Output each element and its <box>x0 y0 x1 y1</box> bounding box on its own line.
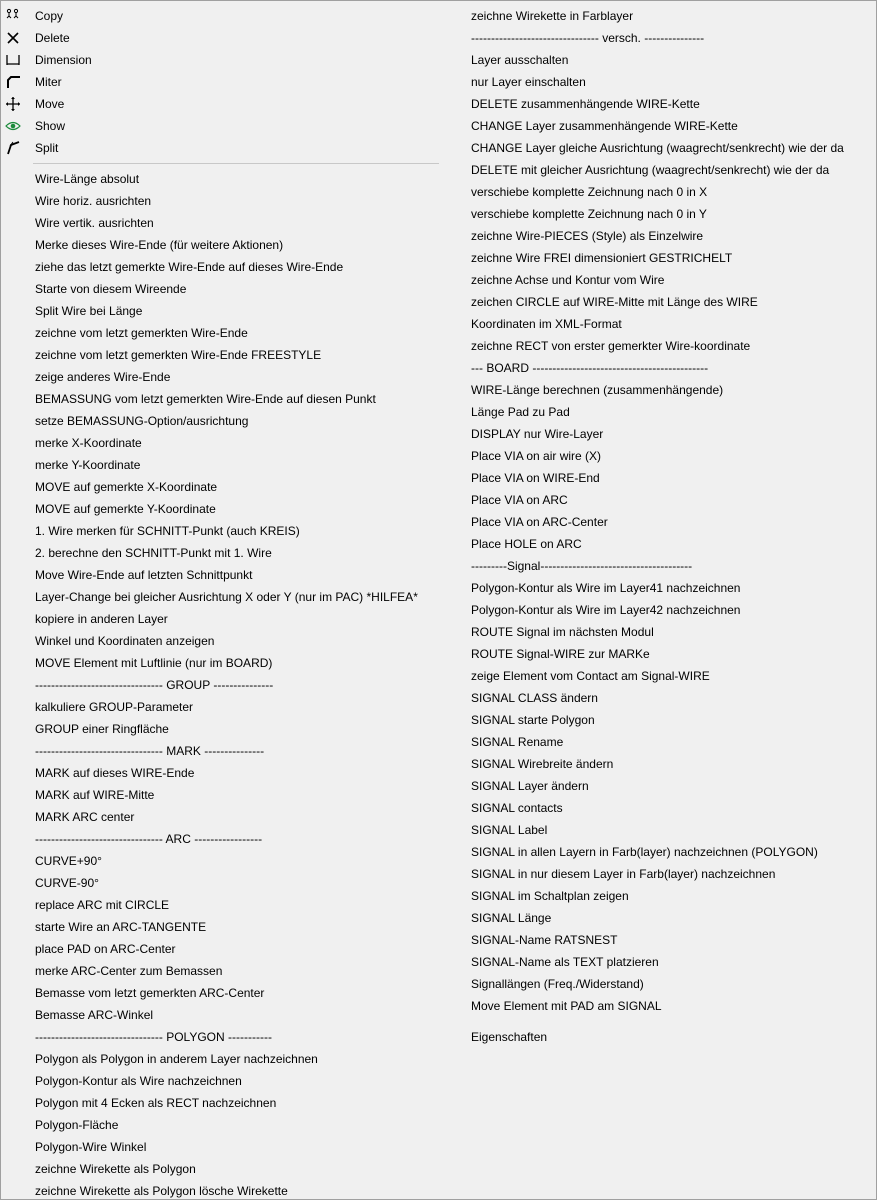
menu-item-label: MOVE Element mit Luftlinie (nur im BOARD) <box>35 656 273 670</box>
menu-item[interactable] <box>441 907 876 929</box>
menu-item[interactable] <box>1 696 441 718</box>
menu-item-label: zeichne vom letzt gemerkten Wire-Ende FREESTYLE <box>35 348 322 362</box>
menu-item-label: -------------------------------- MARK --------------- <box>35 744 265 758</box>
menu-item[interactable] <box>441 291 876 313</box>
menu-item-label: GROUP einer Ringfläche <box>35 722 169 736</box>
menu-item-label: place PAD on ARC-Center <box>35 942 176 956</box>
menu-item-copy[interactable] <box>1 5 441 27</box>
menu-item[interactable] <box>1 586 441 608</box>
menu-item-label: Polygon-Fläche <box>35 1118 119 1132</box>
menu-item[interactable] <box>1 1004 441 1026</box>
menu-item-label: replace ARC mit CIRCLE <box>35 898 170 912</box>
menu-item-label: Copy <box>35 9 64 23</box>
menu-item-label: merke ARC-Center zum Bemassen <box>35 964 223 978</box>
menu-item-label: Place VIA on WIRE-End <box>471 471 600 485</box>
menu-gap <box>441 1017 876 1026</box>
menu-item-label: merke Y-Koordinate <box>35 458 141 472</box>
menu-section-header <box>1 674 441 696</box>
menu-item-label: Dimension <box>35 53 92 67</box>
menu-item[interactable] <box>1 806 441 828</box>
menu-item-label: ---------Signal-------------------------------------- <box>471 559 693 573</box>
menu-item[interactable] <box>441 775 876 797</box>
menu-item-label: Miter <box>35 75 62 89</box>
menu-item[interactable] <box>1 520 441 542</box>
menu-item[interactable] <box>441 445 876 467</box>
menu-item-label: zeichne Wirekette als Polygon lösche Wirekette <box>35 1184 288 1198</box>
menu-item[interactable] <box>1 476 441 498</box>
menu-item-label: 2. berechne den SCHNITT-Punkt mit 1. Wire <box>35 546 272 560</box>
menu-item-label: Place VIA on ARC-Center <box>471 515 608 529</box>
menu-item-label: -------------------------------- versch. --------------- <box>471 31 705 45</box>
move-icon <box>5 96 21 112</box>
menu-item[interactable] <box>441 181 876 203</box>
menu-item-label: Place VIA on air wire (X) <box>471 449 602 463</box>
menu-item[interactable] <box>1 1048 441 1070</box>
menu-item-label: SIGNAL in allen Layern in Farb(layer) nachzeichnen (POLYGON) <box>471 845 818 859</box>
menu-item-label: Polygon mit 4 Ecken als RECT nachzeichnen <box>35 1096 277 1110</box>
menu-item[interactable] <box>441 533 876 555</box>
menu-item-label: starte Wire an ARC-TANGENTE <box>35 920 207 934</box>
menu-item[interactable] <box>441 247 876 269</box>
menu-item[interactable] <box>441 819 876 841</box>
menu-item-label: zeichne Achse und Kontur vom Wire <box>471 273 665 287</box>
menu-item[interactable] <box>441 643 876 665</box>
menu-item-label: Wire horiz. ausrichten <box>35 194 152 208</box>
menu-item[interactable] <box>441 401 876 423</box>
menu-item[interactable] <box>1 1070 441 1092</box>
menu-item[interactable] <box>1 608 441 630</box>
menu-item[interactable] <box>441 863 876 885</box>
menu-section-header <box>441 357 876 379</box>
menu-item-label: zeichne vom letzt gemerkten Wire-Ende <box>35 326 248 340</box>
menu-item[interactable] <box>1 344 441 366</box>
menu-item-label: Move Wire-Ende auf letzten Schnittpunkt <box>35 568 253 582</box>
menu-item-label: zeichne Wire FREI dimensioniert GESTRICHELT <box>471 251 733 265</box>
menu-item[interactable] <box>1 212 441 234</box>
menu-item[interactable] <box>441 665 876 687</box>
menu-item-label: Split Wire bei Länge <box>35 304 143 318</box>
delete-icon <box>5 30 21 46</box>
menu-item[interactable] <box>1 1092 441 1114</box>
menu-item[interactable] <box>1 982 441 1004</box>
menu-item[interactable] <box>441 929 876 951</box>
menu-item-label: MOVE auf gemerkte X-Koordinate <box>35 480 218 494</box>
menu-item-label: Place HOLE on ARC <box>471 537 582 551</box>
menu-item-label: Starte von diesem Wireende <box>35 282 187 296</box>
menu-item-label: Layer-Change bei gleicher Ausrichtung X oder Y (nur im PAC) *HILFEA* <box>35 590 418 604</box>
menu-item-label: Winkel und Koordinaten anzeigen <box>35 634 215 648</box>
menu-item[interactable] <box>441 49 876 71</box>
menu-item-label: merke X-Koordinate <box>35 436 142 450</box>
menu-item-label: SIGNAL Label <box>471 823 548 837</box>
menu-item[interactable] <box>1 278 441 300</box>
menu-item-label: Polygon als Polygon in anderem Layer nachzeichnen <box>35 1052 318 1066</box>
menu-item-label: Bemasse vom letzt gemerkten ARC-Center <box>35 986 265 1000</box>
menu-item-label: CHANGE Layer zusammenhängende WIRE-Kette <box>471 119 738 133</box>
menu-separator <box>1 159 441 168</box>
menu-item-label: SIGNAL Rename <box>471 735 564 749</box>
menu-item[interactable] <box>441 797 876 819</box>
menu-item[interactable] <box>441 115 876 137</box>
menu-item-label: SIGNAL-Name als TEXT platzieren <box>471 955 659 969</box>
menu-item-miter[interactable] <box>1 71 441 93</box>
menu-item[interactable] <box>441 203 876 225</box>
menu-item[interactable] <box>1 960 441 982</box>
menu-item-label: Delete <box>35 31 70 45</box>
menu-item-label: Polygon-Wire Winkel <box>35 1140 147 1154</box>
menu-item-label: Merke dieses Wire-Ende (für weitere Aktionen) <box>35 238 284 252</box>
menu-item-label: Move <box>35 97 65 111</box>
menu-item-label: Bemasse ARC-Winkel <box>35 1008 154 1022</box>
menu-item-label: Koordinaten im XML-Format <box>471 317 622 331</box>
menu-item[interactable] <box>441 709 876 731</box>
menu-item[interactable] <box>441 995 876 1017</box>
menu-item-label: verschiebe komplette Zeichnung nach 0 in X <box>471 185 708 199</box>
menu-item-label: Eigenschaften <box>471 1030 548 1044</box>
menu-item[interactable] <box>441 379 876 401</box>
menu-item-label: zeichne Wirekette als Polygon <box>35 1162 196 1176</box>
menu-item-delete[interactable] <box>1 27 441 49</box>
menu-item[interactable] <box>441 93 876 115</box>
menu-item-label: Signallängen (Freq./Widerstand) <box>471 977 644 991</box>
menu-section-header <box>1 740 441 762</box>
menu-item[interactable] <box>441 599 876 621</box>
menu-item-split[interactable] <box>1 137 441 159</box>
menu-item[interactable] <box>441 841 876 863</box>
menu-item-label: 1. Wire merken für SCHNITT-Punkt (auch KREIS) <box>35 524 300 538</box>
menu-item-label: --- BOARD -------------------------------------------- <box>471 361 709 375</box>
menu-item-label: zeichne RECT von erster gemerkter Wire-koordinate <box>471 339 751 353</box>
menu-item[interactable] <box>441 313 876 335</box>
menu-item-label: Länge Pad zu Pad <box>471 405 570 419</box>
menu-item[interactable] <box>1 168 441 190</box>
menu-item[interactable] <box>1 784 441 806</box>
miter-icon <box>5 74 21 90</box>
menu-item[interactable] <box>1 542 441 564</box>
menu-item[interactable] <box>1 1114 441 1136</box>
menu-item-label: Layer ausschalten <box>471 53 569 67</box>
menu-item[interactable] <box>1 410 441 432</box>
menu-item-label: Show <box>35 119 66 133</box>
menu-item[interactable] <box>441 753 876 775</box>
menu-item[interactable] <box>1 432 441 454</box>
menu-item-label: kopiere in anderen Layer <box>35 612 168 626</box>
menu-item-label: zeichne Wirekette in Farblayer <box>471 9 634 23</box>
menu-item[interactable] <box>1 322 441 344</box>
menu-item-label: Place VIA on ARC <box>471 493 568 507</box>
menu-item-label: Split <box>35 141 59 155</box>
menu-item[interactable] <box>1 1136 441 1158</box>
menu-item[interactable] <box>441 511 876 533</box>
menu-item-label: ROUTE Signal im nächsten Modul <box>471 625 654 639</box>
menu-item-label: MARK ARC center <box>35 810 135 824</box>
menu-item-move[interactable] <box>1 93 441 115</box>
split-icon <box>5 140 21 156</box>
menu-item[interactable] <box>1 1158 441 1180</box>
menu-item-label: setze BEMASSUNG-Option/ausrichtung <box>35 414 249 428</box>
menu-item[interactable] <box>441 731 876 753</box>
menu-item[interactable] <box>1 718 441 740</box>
menu-item[interactable] <box>1 190 441 212</box>
menu-item-label: nur Layer einschalten <box>471 75 586 89</box>
menu-item[interactable] <box>441 225 876 247</box>
menu-item-label: SIGNAL in nur diesem Layer in Farb(layer) nachzeichnen <box>471 867 776 881</box>
copy-icon <box>5 8 21 24</box>
menu-item-label: -------------------------------- POLYGON ----------- <box>35 1030 272 1044</box>
menu-item[interactable] <box>441 137 876 159</box>
menu-item[interactable] <box>441 577 876 599</box>
menu-item-label: SIGNAL CLASS ändern <box>471 691 598 705</box>
menu-item[interactable] <box>1 916 441 938</box>
menu-item-label: SIGNAL starte Polygon <box>471 713 595 727</box>
menu-section-header <box>1 1026 441 1048</box>
menu-item-show[interactable] <box>1 115 441 137</box>
menu-item-label: ROUTE Signal-WIRE zur MARKe <box>471 647 650 661</box>
menu-item[interactable] <box>1 894 441 916</box>
dimension-icon <box>5 52 21 68</box>
menu-item[interactable] <box>441 335 876 357</box>
menu-item-label: verschiebe komplette Zeichnung nach 0 in Y <box>471 207 707 221</box>
menu-item-label: ziehe das letzt gemerkte Wire-Ende auf dieses Wire-Ende <box>35 260 344 274</box>
menu-item-label: zeige anderes Wire-Ende <box>35 370 171 384</box>
menu-column-right <box>441 5 876 1048</box>
menu-item[interactable] <box>441 71 876 93</box>
menu-item-label: SIGNAL-Name RATSNEST <box>471 933 618 947</box>
menu-item-label: Polygon-Kontur als Wire im Layer42 nachzeichnen <box>471 603 741 617</box>
menu-item-label: WIRE-Länge berechnen (zusammenhängende) <box>471 383 724 397</box>
menu-item-label: DELETE zusammenhängende WIRE-Kette <box>471 97 700 111</box>
menu-section-header <box>441 555 876 577</box>
menu-item[interactable] <box>1 652 441 674</box>
menu-item[interactable] <box>1 564 441 586</box>
menu-item[interactable] <box>1 454 441 476</box>
menu-item[interactable] <box>441 423 876 445</box>
menu-item[interactable] <box>1 256 441 278</box>
menu-item-label: SIGNAL im Schaltplan zeigen <box>471 889 629 903</box>
menu-item[interactable] <box>1 498 441 520</box>
menu-column-left <box>1 5 441 1202</box>
menu-item[interactable] <box>441 467 876 489</box>
menu-item[interactable] <box>1 938 441 960</box>
menu-item-label: Polygon-Kontur als Wire nachzeichnen <box>35 1074 242 1088</box>
menu-item[interactable] <box>441 5 876 27</box>
menu-item[interactable] <box>1 1180 441 1202</box>
menu-item[interactable] <box>1 388 441 410</box>
menu-item-label: BEMASSUNG vom letzt gemerkten Wire-Ende auf diesen Punkt <box>35 392 376 406</box>
menu-item-label: CHANGE Layer gleiche Ausrichtung (waagrecht/senkrecht) wie der da <box>471 141 844 155</box>
menu-item-label: zeichne Wire-PIECES (Style) als Einzelwire <box>471 229 704 243</box>
menu-item-label: -------------------------------- ARC ----------------- <box>35 832 263 846</box>
menu-item-label: DISPLAY nur Wire-Layer <box>471 427 604 441</box>
menu-item-label: SIGNAL Wirebreite ändern <box>471 757 614 771</box>
menu-item-label: DELETE mit gleicher Ausrichtung (waagrecht/senkrecht) wie der da <box>471 163 830 177</box>
menu-item[interactable] <box>1 850 441 872</box>
menu-item[interactable] <box>441 489 876 511</box>
menu-item[interactable] <box>441 687 876 709</box>
menu-item-label: Wire-Länge absolut <box>35 172 140 186</box>
menu-item[interactable] <box>1 872 441 894</box>
show-icon <box>5 118 21 134</box>
menu-item[interactable] <box>441 973 876 995</box>
menu-item-label: zeige Element vom Contact am Signal-WIRE <box>471 669 710 683</box>
menu-item-label: CURVE+90° <box>35 854 102 868</box>
menu-item[interactable] <box>1 366 441 388</box>
menu-item-label: zeichen CIRCLE auf WIRE-Mitte mit Länge des WIRE <box>471 295 758 309</box>
menu-item[interactable] <box>441 159 876 181</box>
menu-item[interactable] <box>441 621 876 643</box>
menu-item-label: SIGNAL Layer ändern <box>471 779 589 793</box>
menu-item-label: Move Element mit PAD am SIGNAL <box>471 999 662 1013</box>
menu-item[interactable] <box>441 951 876 973</box>
menu-item-label: MARK auf dieses WIRE-Ende <box>35 766 195 780</box>
menu-item[interactable] <box>441 269 876 291</box>
menu-item-label: CURVE-90° <box>35 876 99 890</box>
menu-item-label: SIGNAL contacts <box>471 801 563 815</box>
menu-item[interactable] <box>1 630 441 652</box>
menu-item-label: -------------------------------- GROUP --------------- <box>35 678 274 692</box>
menu-section-header <box>1 828 441 850</box>
menu-item-properties[interactable] <box>441 1026 876 1048</box>
menu-item-dimension[interactable] <box>1 49 441 71</box>
menu-item[interactable] <box>1 234 441 256</box>
menu-item-label: MARK auf WIRE-Mitte <box>35 788 155 802</box>
menu-item-label: MOVE auf gemerkte Y-Koordinate <box>35 502 216 516</box>
menu-item-label: Polygon-Kontur als Wire im Layer41 nachzeichnen <box>471 581 741 595</box>
menu-item[interactable] <box>441 885 876 907</box>
menu-section-header <box>441 27 876 49</box>
menu-item[interactable] <box>1 300 441 322</box>
menu-item-label: kalkuliere GROUP-Parameter <box>35 700 194 714</box>
menu-item-label: SIGNAL Länge <box>471 911 552 925</box>
menu-item[interactable] <box>1 762 441 784</box>
menu-item-label: Wire vertik. ausrichten <box>35 216 154 230</box>
